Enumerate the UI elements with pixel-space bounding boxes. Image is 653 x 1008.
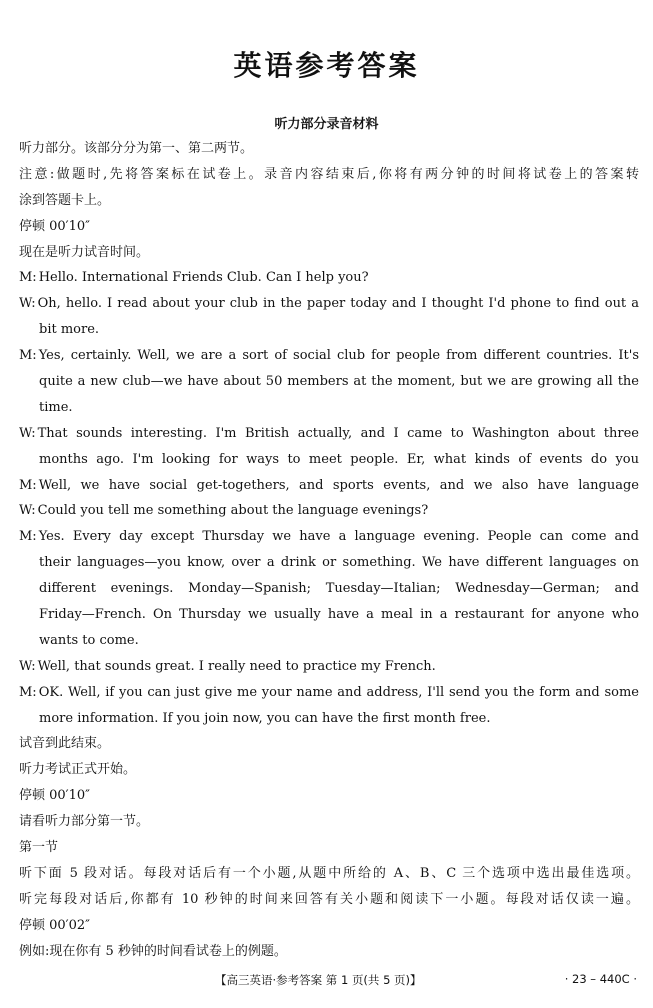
- section-heading: 听力部分录音材料: [274, 117, 379, 132]
- text-line: [19, 136, 639, 162]
- text-line: [19, 757, 639, 783]
- line-text: 涂到答题卡上。: [19, 192, 111, 208]
- text-line: [19, 473, 639, 499]
- line-text: their languages—you know, over a drink or something. We have different languages on: [39, 555, 639, 571]
- speaker-label: W:: [19, 425, 36, 441]
- speaker-label: M:: [19, 348, 37, 364]
- line-text: Well, that sounds great. I really need to practice my French.: [37, 658, 436, 674]
- text-line: [19, 395, 639, 421]
- line-text: 注意:做题时,先将答案标在试卷上。录音内容结束后,你将有两分钟的时间将试卷上的答案转: [19, 166, 639, 182]
- line-text: That sounds interesting. I'm British actually, and I came to Washington about three: [37, 425, 639, 441]
- line-text: Hello. International Friends Club. Can I help you?: [38, 270, 369, 286]
- text-line: [19, 550, 639, 576]
- speaker-label: M:: [19, 684, 37, 700]
- line-text: 听力部分。该部分分为第一、第二两节。: [19, 141, 254, 156]
- text-line: [19, 861, 639, 887]
- line-text: OK. Well, if you can just give me your name and address, I'll send you the form and some: [38, 684, 639, 700]
- transcript-body: [19, 136, 639, 965]
- line-text: 请看听力部分第一节。: [19, 814, 150, 830]
- text-line: [19, 783, 639, 809]
- line-text: 听力考试正式开始。: [19, 762, 137, 778]
- text-line: [19, 913, 639, 939]
- line-text: 试音到此结束。: [19, 736, 111, 752]
- line-text: more information. If you join now, you can have the first month free.: [39, 710, 491, 726]
- line-text: 听下面 5 段对话。每段对话后有一个小题,从题中所给的 A、B、C 三个选项中选出最佳选项。: [19, 865, 639, 881]
- text-line: [19, 240, 639, 266]
- footer-code: · 23 – 440C ·: [564, 972, 637, 986]
- text-line: [19, 188, 639, 214]
- footer-page-info: 【高三英语·参考答案 第 1 页(共 5 页)】: [215, 973, 422, 987]
- line-text: 现在是听力试音时间。: [19, 244, 150, 260]
- text-line: [19, 317, 639, 343]
- line-text: time.: [39, 399, 73, 415]
- text-line: [19, 214, 639, 240]
- line-text: bit more.: [39, 322, 100, 338]
- line-text: Yes. Every day except Thursday we have a language evening. People can come and: [38, 529, 639, 545]
- line-text: Well, we have social get-togethers, and sports events, and we also have language: [38, 477, 639, 493]
- line-text: 听完每段对话后,你都有 10 秒钟的时间来回答有关小题和阅读下一小题。每段对话仅读一遍。: [19, 891, 639, 907]
- text-line: [19, 265, 639, 291]
- text-line: [19, 654, 639, 680]
- text-line: [19, 343, 639, 369]
- text-line: [19, 602, 639, 628]
- text-line: [19, 421, 639, 447]
- text-line: [19, 887, 639, 913]
- line-text: Yes, certainly. Well, we are a sort of social club for people from different countries. It's: [38, 348, 639, 364]
- text-line: [19, 291, 639, 317]
- text-line: [19, 369, 639, 395]
- line-text: Friday—French. On Thursday we usually have a meal in a restaurant for anyone who: [39, 607, 639, 623]
- line-text: Oh, hello. I read about your club in the paper today and I thought I'd phone to find out a: [37, 296, 639, 312]
- text-line: [19, 939, 639, 965]
- text-line: [19, 835, 639, 861]
- text-line: [19, 809, 639, 835]
- page-footer: [0, 972, 653, 992]
- text-line: [19, 680, 639, 706]
- line-text: months ago. I'm looking for ways to meet people. Er, what kinds of events do you: [39, 451, 639, 467]
- text-line: [19, 706, 639, 732]
- line-text: Could you tell me something about the language evenings?: [37, 503, 429, 519]
- speaker-label: W:: [19, 503, 36, 519]
- page-title: 英语参考答案: [233, 49, 420, 82]
- line-text: quite a new club—we have about 50 members at the moment, but we are growing all the: [39, 374, 639, 390]
- text-line: [19, 731, 639, 757]
- speaker-label: W:: [19, 658, 36, 674]
- text-line: [19, 524, 639, 550]
- line-text: 例如:现在你有 5 秒钟的时间看试卷上的例题。: [19, 943, 287, 959]
- text-line: [19, 162, 639, 188]
- line-text: 停顿 00′10″: [19, 218, 91, 234]
- line-text: different evenings. Monday—Spanish; Tuesday—Italian; Wednesday—German; and: [39, 581, 639, 597]
- line-text: 停顿 00′02″: [19, 917, 91, 933]
- text-line: [19, 447, 639, 473]
- speaker-label: M:: [19, 477, 37, 493]
- speaker-label: W:: [19, 296, 36, 312]
- line-text: 停顿 00′10″: [19, 788, 91, 804]
- speaker-label: M:: [19, 270, 37, 286]
- speaker-label: M:: [19, 529, 37, 545]
- line-text: wants to come.: [39, 632, 139, 648]
- text-line: [19, 498, 639, 524]
- text-line: [19, 576, 639, 602]
- line-text: 第一节: [19, 840, 59, 856]
- text-line: [19, 628, 639, 654]
